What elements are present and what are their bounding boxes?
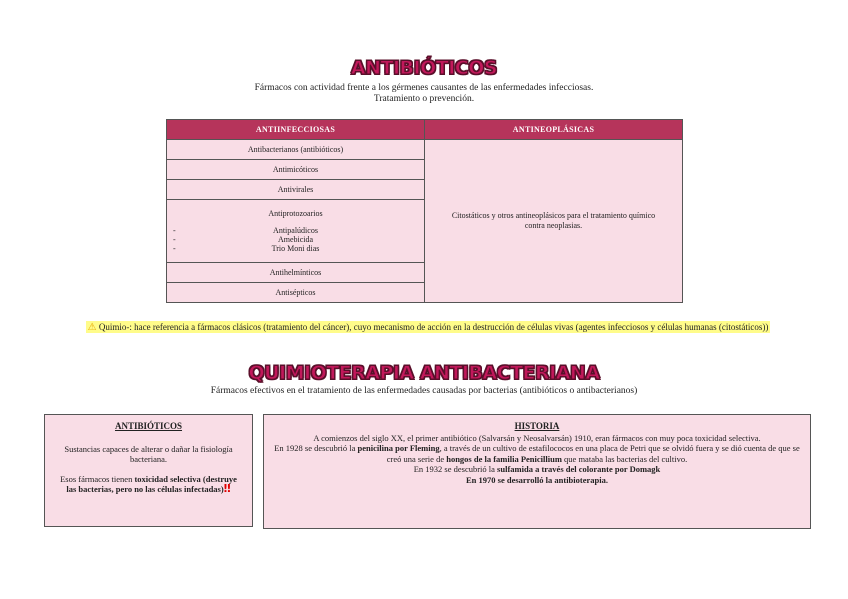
antibioticos-box-title: ANTIBIÓTICOS — [114, 421, 183, 431]
double-exclamation-icon: ‼ — [223, 482, 231, 495]
header-antiinfecciosas: ANTIINFECCIOSAS — [167, 120, 425, 140]
historia-p4: En 1970 se desarrolló la antibioterapia. — [466, 474, 608, 485]
historia-p1: A comienzos del siglo XX, el primer antibiótico (Salvarsán y Neosalvarsán) 1910, eran fármacos con muy poca toxicidad selectiva. — [313, 432, 761, 443]
definition-line-1: Fármacos con actividad frente a los gérmenes causantes de las enfermedades infecciosas. — [254, 83, 594, 93]
header-antineoplasicas: ANTINEOPLÁSICAS — [425, 120, 683, 140]
cell-antivirales: Antivirales — [167, 180, 425, 200]
section-title-quimioterapia: QUIMIOTERAPIA ANTIBACTERIANA — [248, 362, 600, 384]
note-text: Quimio-: hace referencia a fármacos clásicos (tratamiento del cáncer), cuyo mecanismo de acción en la destrucción de células vivas (agentes infecciosos y células humanas (citostáticos)) — [98, 322, 769, 332]
antibioticos-box — [44, 414, 253, 527]
cell-antimicoticos: Antimicóticos — [167, 160, 425, 180]
quimio-note — [62, 321, 794, 334]
classification-table — [166, 119, 683, 303]
antibioticos-box-p2: Esos fármacos tienen toxicidad selectiva (destruye las bacterias, pero no las células infectadas)‼ — [60, 473, 237, 495]
list-item: - Antipalúdicos — [173, 226, 318, 235]
list-item: - Trio Moni dias — [173, 244, 320, 253]
historia-p3: En 1932 se descubrió la sulfamida a través del colorante por Domagk — [413, 464, 661, 474]
cell-antibacterianos: Antibacterianos (antibióticos) — [167, 140, 425, 160]
table-row — [167, 140, 683, 160]
cell-antihelminticos: Antihelmínticos — [167, 263, 425, 283]
warning-icon: ⚠ — [87, 322, 97, 333]
antibioticos-definition — [0, 83, 848, 105]
cell-antineoplasicas-description: Citostáticos y otros antineoplásicos para el tratamiento químico contra neoplasias. — [425, 140, 683, 303]
quimioterapia-definition: Fármacos efectivos en el tratamiento de las enfermedades causadas por bacterias (antibióticos o antibacterianos) — [210, 386, 638, 396]
historia-p2: En 1928 se descubrió la penicilina por Fleming, a través de un cultivo de estafilococos en una placa de Petri que se olvidó fuera y se dió cuenta de que se creó una serie de hongos de la familia Penicillium que mataba las bacterias del cultivo. — [274, 443, 800, 464]
antiprotozoarios-label: Antiprotozoarios — [268, 209, 323, 218]
antibioticos-box-p1: Sustancias capaces de alterar o dañar la fisiología bacteriana. — [64, 443, 233, 464]
antiprotozoarios-sublist — [171, 226, 420, 253]
cell-antiprotozoarios — [167, 200, 425, 263]
table-header-row — [167, 120, 683, 140]
historia-box — [263, 414, 811, 529]
note-highlight — [86, 321, 771, 333]
list-item: - Amebicida — [173, 235, 314, 244]
definition-line-2: Tratamiento o prevención. — [373, 94, 475, 104]
page-title-antibioticos: ANTIBIÓTICOS — [350, 57, 498, 79]
cell-antisepticos: Antisépticos — [167, 283, 425, 303]
historia-box-title: HISTORIA — [514, 421, 560, 431]
